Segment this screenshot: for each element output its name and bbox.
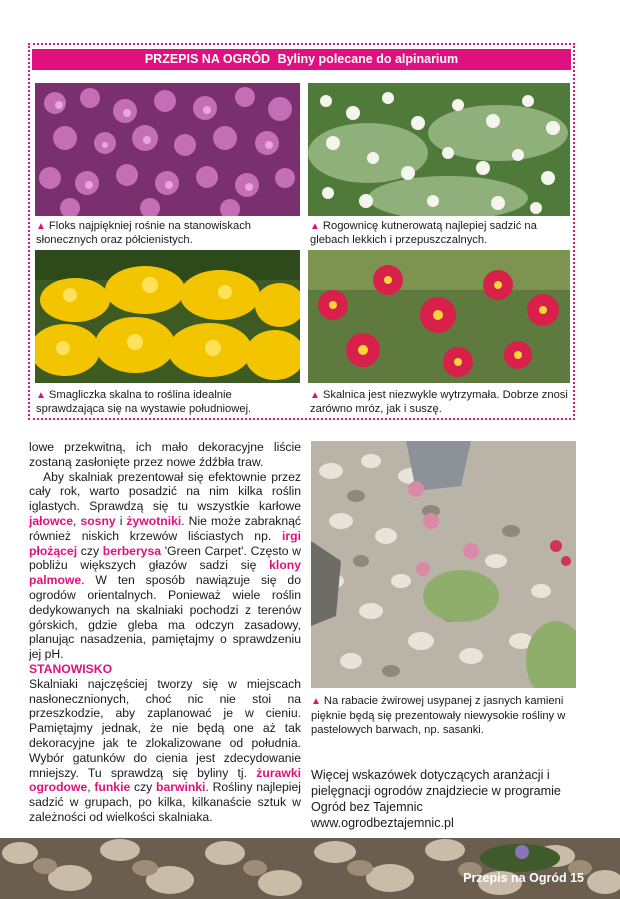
triangle-icon: ▲ [310, 221, 320, 232]
page-folio [463, 871, 584, 885]
paragraph-1: lowe przekwitną, ich mało dekoracyjne liście zostaną zasłonięte przez nowe źdźbła traw. [29, 440, 301, 469]
caption-alyssum: ▲ Smagliczka skalna to roślina idealnie sprawdzająca się na wystawie południowej. [36, 389, 252, 415]
photo-phlox [35, 83, 300, 216]
promo-text: Więcej wskazówek dotyczących aranżacji i pielęgnacji ogrodów znajdziecie w programie Ogród bez Tajemnic www.ogrodbeztajemnic.pl [311, 768, 561, 830]
photo-saxifraga [308, 250, 570, 383]
paragraph-2: Aby skalniak prezentował się efektownie przez cały rok, warto posadzić na nim kilka roślin iglastych. Sprawdzą się tu wszystkie karłowe jałowce, sosny i żywotniki. Nie może zabraknąć również niskich krzewów liściastych np. irgi płożącej czy berberysa 'Green Carpet'. Często w pobliżu większych głazów sadzi się klony palmowe. W ten sposób nawiązuje się do ogrodów orientalnych. Ponieważ wiele roślin dedykowanych na skalniaki pochodzi z terenów górskich, gdzie gleba ma odczyn zasadowy, planując nasadzenia, pamiętajmy o sprawdzeniu jej pH. [29, 469, 302, 662]
photo-alyssum [35, 250, 300, 383]
box-subtitle: Byliny polecane do alpinarium [277, 52, 459, 66]
caption-saxifraga: ▲ Skalnica jest niezwykle wytrzymała. Dobrze znosi zarówno mróz, jak i suszę. [310, 389, 568, 415]
article-column [29, 440, 301, 825]
paragraph-3: Skalniaki najczęściej tworzy się w miejscach nasłonecznionych, choć nic nie stoi na przeszkodzie, aby zaplanować je w cieniu. Pamiętajmy jednak, że nie będą one aż tak dekoracyjne jak te zlokalizowane od południa. Wybór gatunków do cienia jest zdecydowanie mniejszy. Tu sprawdzą się byliny tj. żurawki ogrodowe, funkie czy barwinki. Rośliny najlepiej sadzić w grupach, po kilka, kilkanaście sztuk w zależności od wielkości skalniaka. [29, 676, 301, 824]
triangle-icon: ▲ [36, 390, 46, 401]
caption-cerastium: ▲ Rogownicę kutnerowatą najlepiej sadzić na glebach lekkich i przepuszczalnych. [310, 220, 537, 246]
promo-url[interactable]: www.ogrodbeztajemnic.pl [311, 816, 454, 830]
triangle-icon: ▲ [310, 390, 320, 401]
footer-stones-image [0, 838, 620, 899]
caption-phlox: ▲ Floks najpiękniej rośnie na stanowiskach słonecznych oraz półcienistych. [36, 220, 252, 246]
section-heading: STANOWISKO [29, 661, 113, 676]
triangle-icon: ▲ [311, 696, 321, 707]
caption-gravel-bed: ▲ Na rabacie żwirowej usypanej z jasnych kamieni pięknie będą się prezentowały niewysokie rośliny w pastelowych barwach, np. sasanki. [311, 695, 566, 736]
page-number: 15 [570, 871, 584, 885]
photo-cerastium [308, 83, 570, 216]
magazine-brand: Przepis na Ogród [463, 871, 567, 885]
box-title: PRZEPIS NA OGRÓD [144, 52, 271, 66]
triangle-icon: ▲ [36, 221, 46, 232]
box-header [32, 49, 571, 70]
photo-gravel-bed [311, 441, 576, 688]
